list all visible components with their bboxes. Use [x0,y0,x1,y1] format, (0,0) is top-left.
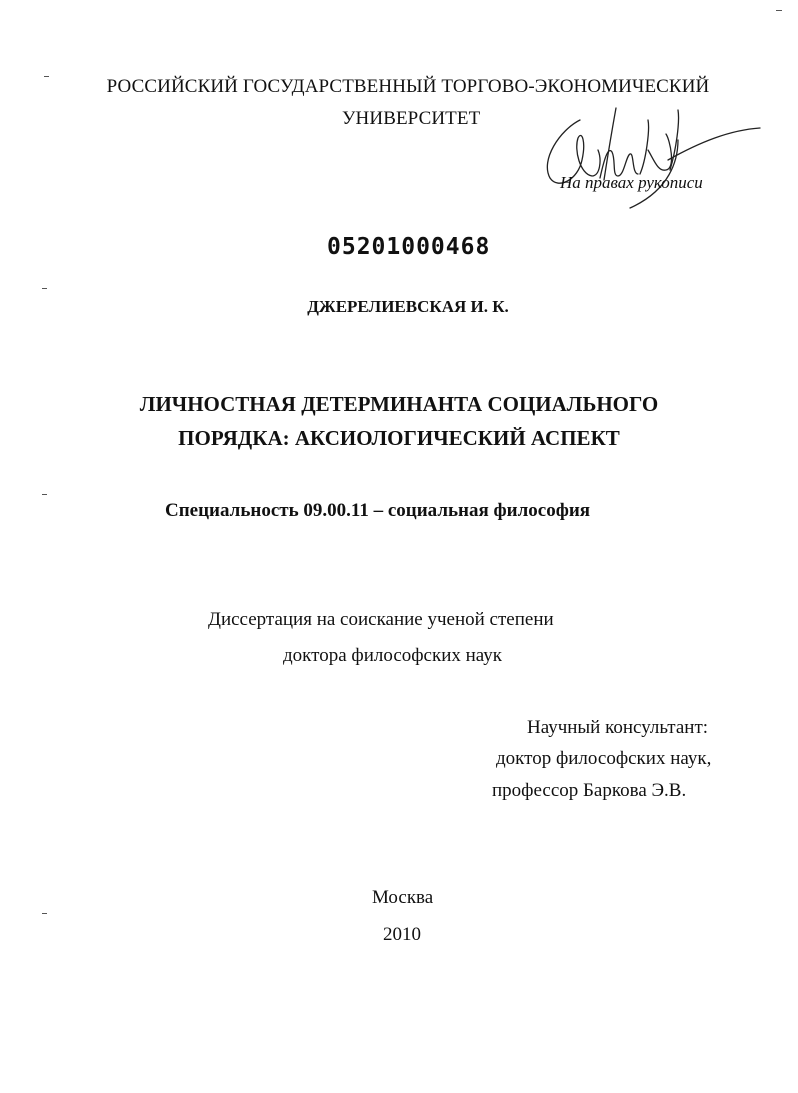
consultant-degree: доктор философских наук, [496,748,712,769]
year: 2010 [383,924,421,945]
dissertation-title-line2: ПОРЯДКА: АКСИОЛОГИЧЕСКИЙ АСПЕКТ [178,426,620,450]
consultant-label: Научный консультант: [527,717,709,738]
scan-mark [42,494,47,495]
manuscript-note: На правах рукописи [560,173,703,192]
scan-mark [776,10,782,11]
dissertation-degree-line1: Диссертация на соискание ученой степени [208,609,554,630]
archive-number: 05201000468 [327,234,491,260]
specialty: Специальность 09.00.11 – социальная философия [165,500,591,521]
scan-mark [42,913,47,914]
dissertation-degree-line2: доктора философских наук [283,645,503,666]
signature-icon [520,90,770,210]
university-name-line1: РОССИЙСКИЙ ГОСУДАРСТВЕННЫЙ ТОРГОВО-ЭКОНОМИЧЕСКИЙ [106,76,710,97]
city: Москва [372,887,434,908]
dissertation-title-line1: ЛИЧНОСТНАЯ ДЕТЕРМИНАНТА СОЦИАЛЬНОГО [139,392,659,416]
university-name-line2: УНИВЕРСИТЕТ [342,108,481,129]
scan-mark [42,288,47,289]
author-name: ДЖЕРЕЛИЕВСКАЯ И. К. [307,297,509,316]
consultant-name: профессор Баркова Э.В. [492,780,687,801]
